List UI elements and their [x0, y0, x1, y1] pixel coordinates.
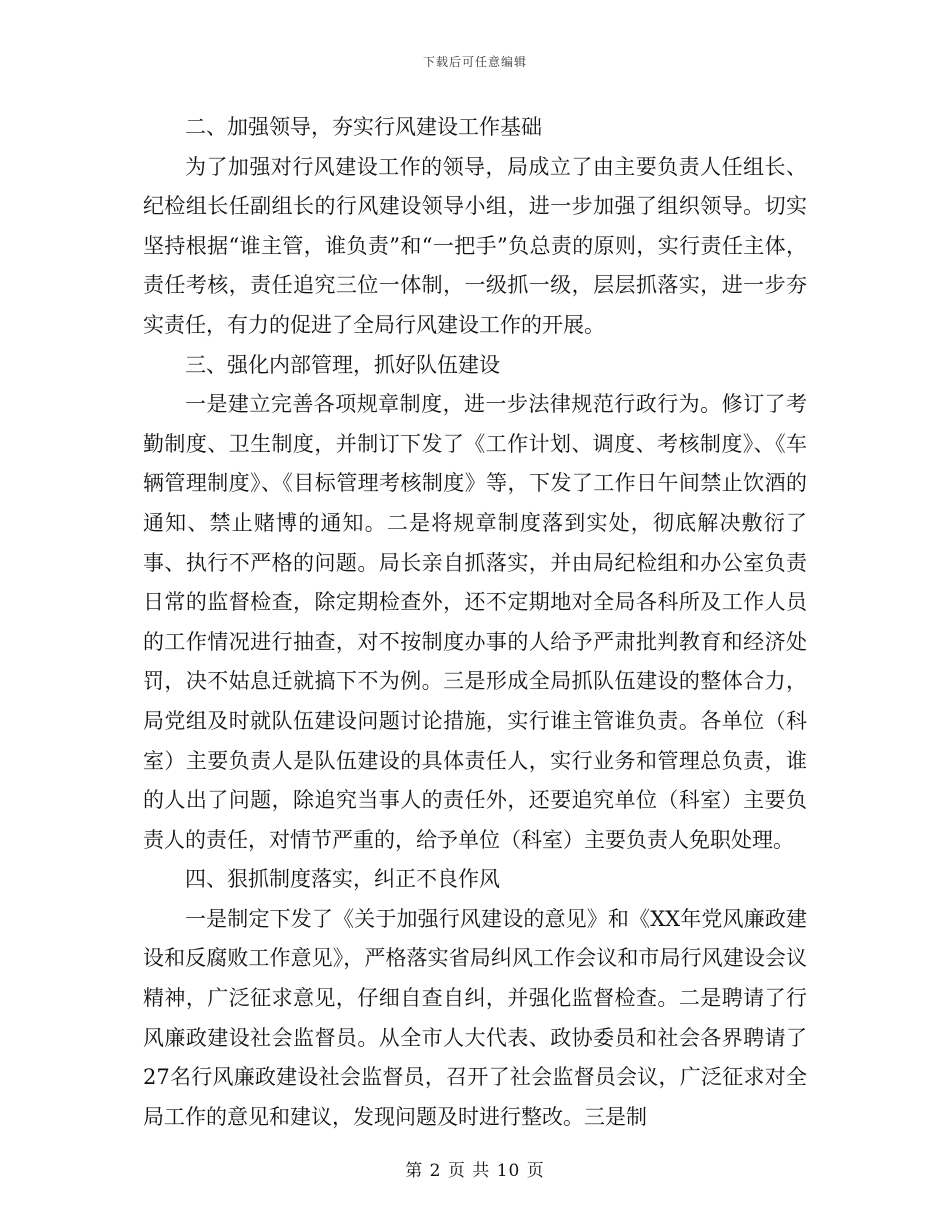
paragraph-system-implementation: 一是制定下发了《关于加强行风建设的意见》和《XX年党风廉政建设和反腐败工作意见》，严格落实省局纠风工作会议和市局行风建设会议精神，广泛征求意见，仔细自查自纠，并强化监督检查。二是聘请了行风廉政建设社会监督员。从全市人大代表、政协委员和社会各界聘请了27名行风廉政建设社会监督员，召开了社会监督员会议，广泛征求对全局工作的意见和建议，发现问题及时进行整改。三是制	[143, 906, 807, 1129]
section-heading-3: 三、强化内部管理，抓好队伍建设	[185, 352, 500, 377]
section-heading-2: 二、加强领导，夯实行风建设工作基础	[185, 115, 542, 139]
paragraph-leadership: 为了加强对行风建设工作的领导，局成立了由主要负责人任组长、纪检组长任副组长的行风建设领导小组，进一步加强了组织领导。切实坚持根据“谁主管，谁负责”和“一把手”负总责的原则，实行责任主体，责任考核，责任追究三位一体制，一级抓一级，层层抓落实，进一步夯实责任，有力的促进了全局行风建设工作的开展。	[143, 154, 807, 337]
section-heading-4: 四、狠抓制度落实，纠正不良作风	[185, 867, 500, 892]
page-number-footer: 第 2 页 共 10 页	[405, 1161, 545, 1181]
document-body	[143, 108, 807, 1137]
page-header: 下载后可任意编辑	[422, 55, 527, 69]
paragraph-internal-management: 一是建立完善各项规章制度，进一步法律规范行政行为。修订了考勤制度、卫生制度，并制订下发了《工作计划、调度、考核制度》、《车辆管理制度》、《目标管理考核制度》等，下发了工作日午间禁止饮酒的通知、禁止赌博的通知。二是将规章制度落到实处，彻底解决敷衍了事、执行不严格的问题。局长亲自抓落实，并由局纪检组和办公室负责日常的监督检查，除定期检查外，还不定期地对全局各科所及工作人员的工作情况进行抽查，对不按制度办事的人给予严肃批判教育和经济处罚，决不姑息迁就搞下不为例。三是形成全局抓队伍建设的整体合力，局党组及时就队伍建设问题讨论措施，实行谁主管谁负责。各单位（科室）主要负责人是队伍建设的具体责任人，实行业务和管理总负责，谁的人出了问题，除追究当事人的责任外，还要追究单位（科室）主要负责人的责任，对情节严重的，给予单位（科室）主要负责人免职处理。	[143, 392, 807, 852]
